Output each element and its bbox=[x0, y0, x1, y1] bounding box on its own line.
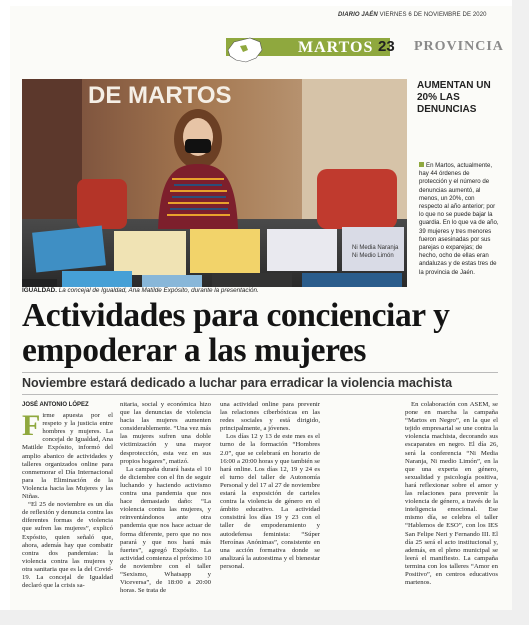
sidebar-box bbox=[417, 80, 499, 283]
column-1-para-2: “El 25 de noviembre es un día de reflexión y denuncia contra las diferentes formas de violencia que sufren las mujeres”, explicó Expósito, quien señaló que, ahora, además hay que combatir contra dos pandemias: la violencia contra las mujeres y otra sanitaria que es la del Covid-19. La concejal de Igualdad declaró que la crisis sa- bbox=[22, 501, 113, 590]
bullet-square-icon bbox=[419, 162, 424, 167]
divider-bottom bbox=[22, 394, 498, 395]
caption-label: IGUALDAD. bbox=[22, 287, 57, 294]
masthead-date bbox=[338, 12, 487, 18]
column-2-para-1: nitaria, social y económica hizo que las denuncias de violencia hacia las mujeres aumenten considerablemente. “Una vez más las mujeres sufren una doble victimización y una mayor desprotección, esta vez en sus propios hogares”, matizó. bbox=[120, 401, 211, 465]
sidebar-headline: AUMENTAN UN 20% LAS DENUNCIAS bbox=[417, 80, 491, 115]
divider-top bbox=[22, 372, 498, 373]
photo-scene bbox=[22, 79, 407, 287]
drop-cap: F bbox=[22, 409, 41, 443]
column-4-para-1: En colaboración con ASEM, se pone en marcha la campaña “Martos en Negro”, en la que el tejido empresarial se une contra la violencia machista, decorando sus escaparates en negro. El día 26, será la conferencia “Ni Media Naranja, Ni medio Limón”, en la que una experta en género, sexualidad y psicología positiva, hará reflexionar sobre el amor y las relaciones para prevenir la violencia de género, a través de la inteligencia emocional. Ese mismo día, se celebra el taller “Hablemos de ESO”, con los IES San Felipe Neri y Fernando III. El día 25 será el acto institucional y, además, en el pleno municipal se leerá el manifiesto. La campaña termina con los talleres “Amor en Positivo”, en centros educativos martenos. bbox=[405, 401, 498, 587]
section-title: MARTOS bbox=[298, 39, 374, 56]
poster-text-2: Ni Medio Limón bbox=[352, 253, 394, 259]
poster-text-1: Ni Media Naranja bbox=[352, 245, 399, 251]
section-header bbox=[226, 38, 504, 56]
article-column-4 bbox=[405, 401, 498, 587]
article-subhead: Noviembre estará dedicado a luchar para erradicar la violencia machista bbox=[22, 376, 453, 390]
region-label: PROVINCIA bbox=[414, 39, 504, 54]
province-map-icon bbox=[226, 36, 264, 64]
article-column-3 bbox=[220, 401, 320, 571]
sidebar-body bbox=[419, 162, 499, 277]
caption-text: La concejal de Igualdad, Ana Matilde Expósito, durante la presentación. bbox=[58, 287, 259, 294]
photo-caption bbox=[22, 287, 407, 294]
column-3-para-2: Los días 12 y 13 de este mes es el turno de la formación “Hombres 2.0”, que se celebrará en horario de 16:00 a 20:00 horas y que también se hará online. Los días 12, 19 y 24 es el turno del taller de Autonomía Personal y del 17 al 27 de noviembre estará la exposición de carteles contra la violencia de género en el ámbito educativo. La actividad consistirá los días 19 y 23 con el taller de empoderamiento y autodefensa feminista: “Súper Heroínas Anónimas”, consistente en una acción formativa donde se analizará la autoestima y el bienestar personal. bbox=[220, 433, 320, 570]
article-photo bbox=[22, 79, 407, 287]
article-headline: Actividades para concienciar y empoderar a las mujeres bbox=[22, 297, 450, 369]
paper-name: DIARIO JAÉN bbox=[338, 12, 378, 18]
page-number: 23 bbox=[378, 38, 395, 55]
issue-date: VIERNES 6 DE NOVIEMBRE DE 2020 bbox=[379, 12, 487, 18]
scan-margin-right bbox=[512, 0, 529, 625]
column-1-para-1: irme apuesta por el respeto y la justicia entre hombres y mujeres. La concejal de Igualdad, Ana Matilde Expósito, informó del amplio abanico de actividades y talleres organizados online para conmemorar el Día Internacional para la Eliminación de la Violencia hacia las Mujeres y las Niñas. bbox=[22, 412, 113, 501]
column-3-para-1: una actividad online para prevenir las relaciones ciberbóxicas en las redes sociales y está dirigido, principalmente, a jóvenes. bbox=[220, 401, 320, 433]
wall-sign: DE MARTOS bbox=[88, 82, 232, 109]
article-column-1 bbox=[22, 401, 113, 590]
scan-margin-bottom bbox=[0, 610, 529, 625]
byline: JOSÉ ANTONIO LÓPEZ bbox=[22, 402, 89, 408]
article-column-2 bbox=[120, 401, 211, 595]
sidebar-text: En Martos, actualmente, hay 44 órdenes de protección y el número de denuncias aumentó, al menos, un 20%, con respecto al año anterior; por lo que no se puede bajar la guardia. En lo que va de año, 39 mujeres y tres menores fueron asesinadas por sus parejas o exparejas; de hecho, ocho de ellas eran andaluzas y de estas tres de la provincia de Jaén. bbox=[419, 162, 499, 276]
column-2-para-2: La campaña durará hasta el 10 de diciembre con el fin de seguir luchando y haciendo activismo contra una pandemia que nos hace demasiado daño: “La violencia contra las mujeres, y reinventándonos ante otra pandemia que nos hace actuar de forma diferente, pero que no nos parará y que nos hará más fuertes”, agregó Expósito. La actividad comienza el próximo 10 de noviembre con el taller “Sexismo, Whatsapp y Viceversa”, de 18:00 a 20:00 horas. Se trata de bbox=[120, 465, 211, 595]
